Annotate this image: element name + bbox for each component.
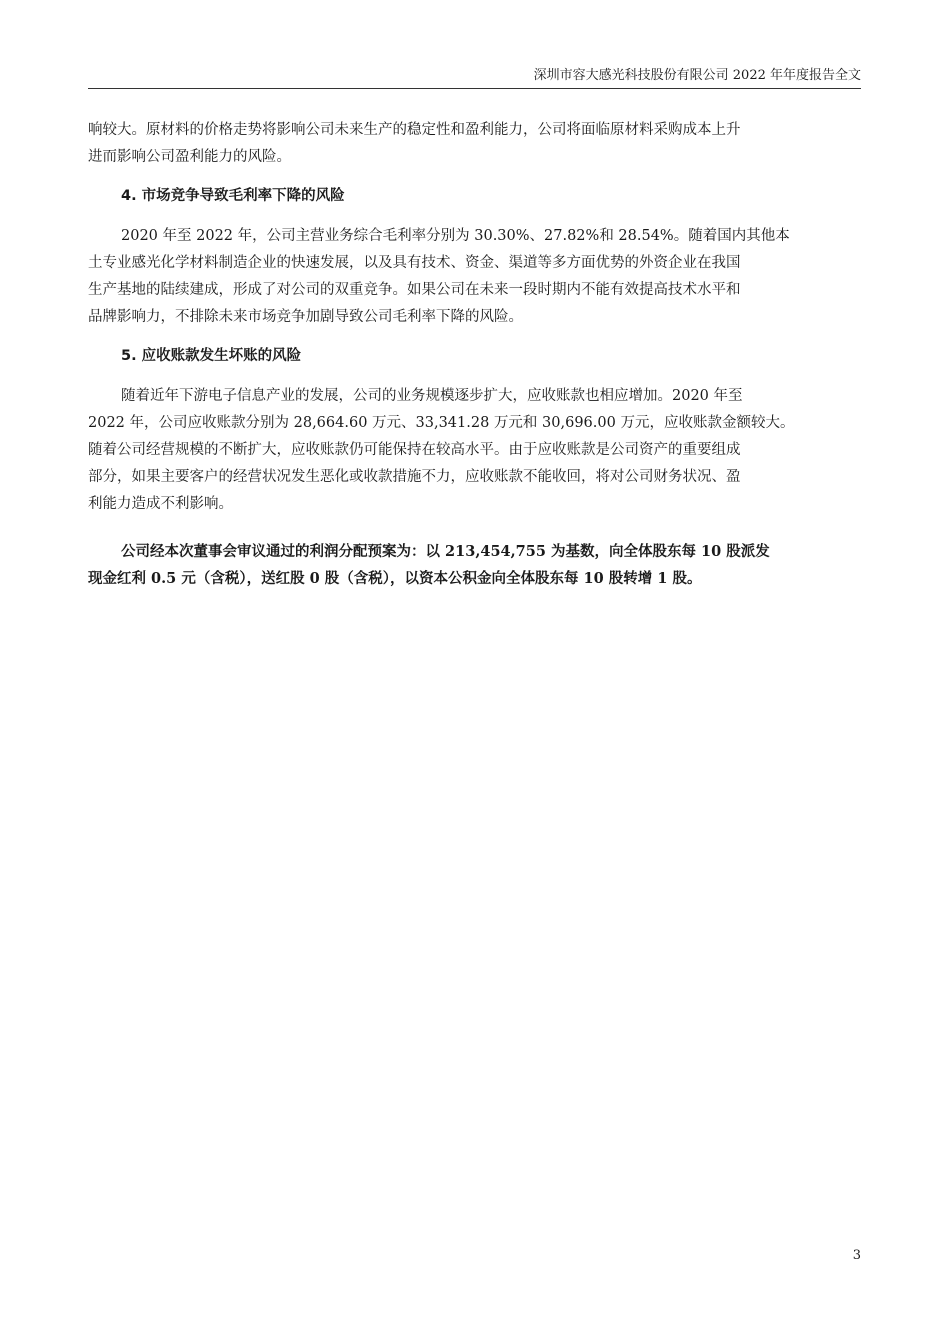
paragraph-line: 2022 年，公司应收账款分别为 28,664.60 万元、33,341.28 万元和 30,696.00 万元，应收账款金额较大。 [88,415,795,431]
paragraph-line: 随着近年下游电子信息产业的发展，公司的业务规模逐步扩大，应收账款也相应增加。2020 年至 [121,388,743,404]
document-body [88,117,861,592]
paragraph-line: 土专业感光化学材料制造企业的快速发展，以及具有技术、资金、渠道等多方面优势的外资企业在我国 [88,255,741,271]
paragraph-line: 生产基地的陆续建成，形成了对公司的双重竞争。如果公司在未来一段时期内不能有效提高技术水平和 [88,282,741,298]
dividend-plan-paragraph [88,538,861,592]
page-number: 3 [852,1248,861,1263]
report-header [88,66,861,89]
report-header-title: 深圳市容大感光科技股份有限公司 2022 年年度报告全文 [533,68,861,83]
section-5-heading: 5. 应收账款发生坏账的风险 [121,348,302,364]
section-4-paragraph [88,223,861,331]
intro-paragraph [88,117,861,171]
paragraph-line: 进而影响公司盈利能力的风险。 [88,149,291,165]
section-5-paragraph [88,383,861,518]
paragraph-line: 响较大。原材料的价格走势将影响公司未来生产的稳定性和盈利能力，公司将面临原材料采购成本上升 [88,122,741,138]
paragraph-line: 现金红利 0.5 元（含税），送红股 0 股（含税），以资本公积金向全体股东每 10 股转增 1 股。 [88,570,702,587]
paragraph-line: 随着公司经营规模的不断扩大，应收账款仍可能保持在较高水平。由于应收账款是公司资产的重要组成 [88,442,741,458]
paragraph-line: 公司经本次董事会审议通过的利润分配预案为：以 213,454,755 为基数，向全体股东每 10 股派发 [121,543,770,560]
paragraph-line: 2020 年至 2022 年，公司主营业务综合毛利率分别为 30.30%、27.82%和 28.54%。随着国内其他本 [121,228,790,244]
paragraph-line: 品牌影响力，不排除未来市场竞争加剧导致公司毛利率下降的风险。 [88,309,523,325]
paragraph-line: 部分，如果主要客户的经营状况发生恶化或收款措施不力，应收账款不能收回，将对公司财务状况、盈 [88,469,741,485]
paragraph-line: 利能力造成不利影响。 [88,496,233,512]
section-4-heading: 4. 市场竞争导致毛利率下降的风险 [121,188,345,204]
